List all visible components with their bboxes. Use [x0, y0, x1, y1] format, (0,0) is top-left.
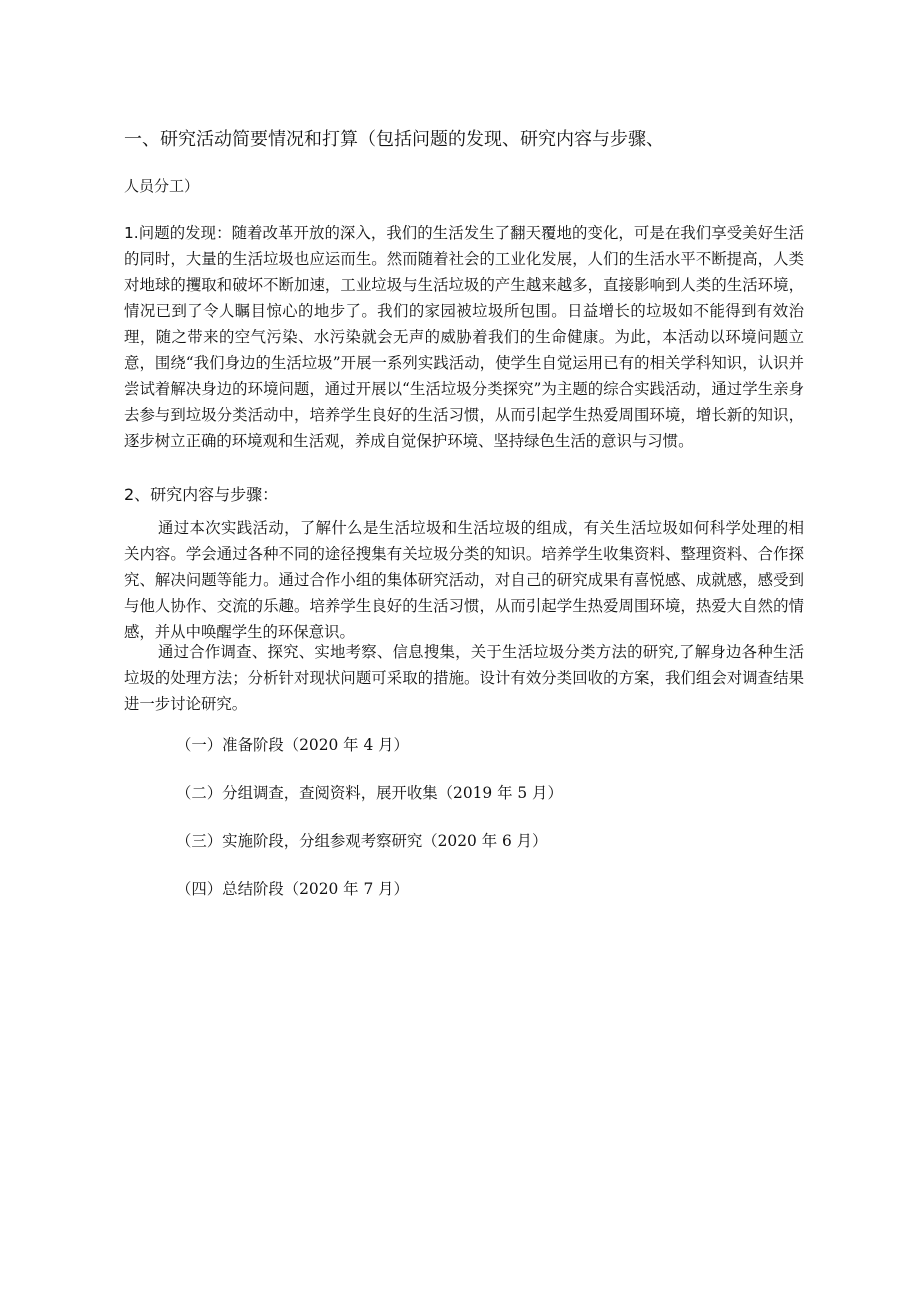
research-content-paragraph-2: 通过合作调查、探究、实地考察、信息搜集，关于生活垃圾分类方法的研究,了解身边各种生活垃圾的处理方法；分析针对现状问题可采取的措施。设计有效分类回收的方案，我们组会对调查结果进一步讨论研究。: [124, 643, 804, 713]
stage-item-4: （四）总结阶段（2020 年 7 月）: [176, 880, 409, 898]
stage-item-2: （二）分组调查，查阅资料，展开收集（2019 年 5 月）: [176, 784, 563, 802]
stage-item-3: （三）实施阶段，分组参观考察研究（2020 年 6 月）: [176, 832, 548, 850]
research-content-paragraph-1: 通过本次实践活动，了解什么是生活垃圾和生活垃圾的组成，有关生活垃圾如何科学处理的相关内容。学会通过各种不同的途径搜集有关垃圾分类的知识。培养学生收集资料、整理资料、合作探究、解决问题等能力。通过合作小组的集体研究活动，对自己的研究成果有喜悦感、成就感，感受到与他人协作、交流的乐趣。培养学生良好的生活习惯，从而引起学生热爱周围环境，热爱大自然的情感，并从中唤醒学生的环保意识。: [124, 519, 804, 641]
section-heading-continuation: 人员分工）: [124, 177, 200, 195]
research-content-heading: 2、研究内容与步骤：: [124, 485, 279, 504]
section-heading: 一、研究活动简要情况和打算（包括问题的发现、研究内容与步骤、: [124, 129, 664, 150]
problem-discovery-label: 1.问题的发现：: [124, 224, 232, 242]
stage-item-1: （一）准备阶段（2020 年 4 月）: [176, 736, 409, 754]
problem-discovery-paragraph: [124, 220, 804, 454]
problem-discovery-text: 随着改革开放的深入，我们的生活发生了翻天覆地的变化，可是在我们享受美好生活的同时，大量的生活垃圾也应运而生。然而随着社会的工业化发展，人们的生活水平不断提高，人类对地球的攫取和破坏不断加速，工业垃圾与生活垃圾的产生越来越多，直接影响到人类的生活环境，情况已到了令人瞩目惊心的地步了。我们的家园被垃圾所包围。日益增长的垃圾如不能得到有效治理，随之带来的空气污染、水污染就会无声的威胁着我们的生命健康。为此，本活动以环境问题立意，围绕“我们身边的生活垃圾”开展一系列实践活动，使学生自觉运用已有的相关学科知识，认识并尝试着解决身边的环境问题，通过开展以“生活垃圾分类探究”为主题的综合实践活动，通过学生亲身去参与到垃圾分类活动中，培养学生良好的生活习惯，从而引起学生热爱周围环境，增长新的知识，逐步树立正确的环境观和生活观，养成自觉保护环境、坚持绿色生活的意识与习惯。: [124, 224, 804, 450]
